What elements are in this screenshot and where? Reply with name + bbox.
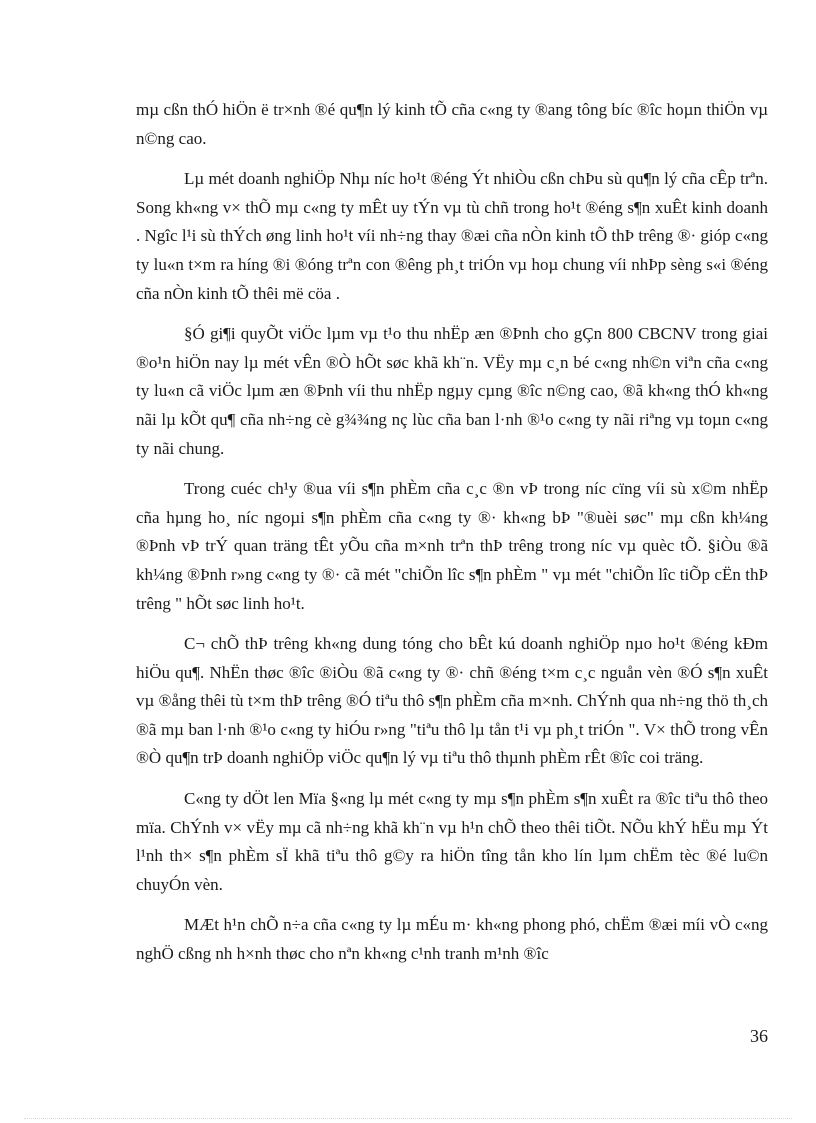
footer-divider <box>24 1118 792 1119</box>
paragraph-employment: §Ó gi¶i quyÕt viÖc lµm vµ t¹o thu nhËp æn ®Þnh cho gÇn 800 CBCNV trong giai ®o¹n hiÖn nay lµ mét vÊn ®Ò hÕt søc khã kh¨n. VËy mµ c¸n bé c«ng nh©n viªn cña c«ng ty lu«n cã viÖc lµm æn ®Þnh víi thu nhËp ngµy cµng ®îc n©ng cao, ®ã kh«ng thÓ kh«ng nãi lµ kÕt qu¶ cña nh÷ng cè g¾¾ng nç lùc cña ban l·nh ®¹o c«ng ty nãi riªng vµ toµn c«ng ty nãi chung. <box>136 324 768 458</box>
page-number: 36 <box>750 1026 768 1046</box>
paragraph-seasonal-products: C«ng ty dÖt len Mïa §«ng lµ mét c«ng ty mµ s¶n phÈm s¶n xuÊt ra ®îc tiªu thô theo mïa. ChÝnh v× vËy mµ cã nh÷ng khã kh¨n vµ h¹n chÕ theo thêi tiÕt. NÕu khÝ hËu mµ Ýt l¹nh th× s¶n phÈm sÏ khã tiªu thô g©y ra hiÖn tîng tån kho lín lµm chËm tèc ®é lu©n chuyÓn vèn. <box>136 789 768 894</box>
paragraph-limitations: MÆt h¹n chÕ n÷a cña c«ng ty lµ mÉu m· kh«ng phong phó, chËm ®æi míi vÒ c«ng nghÖ cßng nh h×nh thøc cho nªn kh«ng c¹nh tranh m¹nh ®îc <box>136 915 768 964</box>
body-text <box>136 96 768 981</box>
paragraph-market-mechanism: C¬ chÕ thÞ trêng kh«ng dung tóng cho bÊt kú doanh nghiÖp nµo ho¹t ®éng kÐm hiÖu qu¶. NhËn thøc ®îc ®iÒu ®ã c«ng ty ®· chñ ®éng t×m c¸c nguån vèn ®Ó s¶n xuÊt vµ ®ång thêi tù t×m thÞ trêng ®Ó tiªu thô s¶n phÈm cña m×nh. ChÝnh qua nh÷ng thö th¸ch ®ã mµ ban l·nh ®¹o c«ng ty hiÓu r»ng "tiªu thô lµ tån t¹i vµ ph¸t triÓn ". V× thÕ trong vÊn ®Ò qu¶n trÞ doanh nghiÖp viÖc qu¶n lý vµ tiªu thô thµnh phÈm rÊt ®îc coi träng. <box>136 634 768 768</box>
paragraph-state-enterprise: Lµ mét doanh nghiÖp Nhµ níc ho¹t ®éng Ýt nhiÒu cßn chÞu sù qu¶n lý cña cÊp trªn. Song kh«ng v× thÕ mµ c«ng ty mÊt uy tÝn vµ tù chñ trong ho¹t ®éng s¶n xuÊt kinh doanh . Ngîc l¹i sù thÝch øng linh ho¹t víi nh÷ng thay ®æi cña nÒn kinh tÕ thÞ trêng ®· gióp c«ng ty lu«n t×m ra híng ®i ®óng trªn con ®êng ph¸t triÓn vµ hoµ chung víi nhÞp sèng s«i ®éng cña nÒn kinh tÕ thêi më cöa . <box>136 169 768 303</box>
paragraph-competition: Trong cuéc ch¹y ®ua víi s¶n phÈm cña c¸c ®n vÞ trong níc cïng víi sù x©m nhËp cña hµng ho¸ níc ngoµi s¶n phÈm cña c«ng ty ®· kh«ng bÞ "®uèi søc" mµ cßn kh¼ng ®Þnh vÞ trÝ quan träng tÊt yÕu cña m×nh trªn thÞ trêng trong níc vµ quèc tÕ. §iÒu ®ã kh¼ng ®Þnh r»ng c«ng ty ®· cã mét "chiÕn lîc s¶n phÈm " vµ mét "chiÕn lîc tiÕp cËn thÞ trêng " hÕt søc linh ho¹t. <box>136 479 768 613</box>
paragraph-continued: mµ cßn thÓ hiÖn ë tr×nh ®é qu¶n lý kinh tÕ cña c«ng ty ®ang tông bíc ®îc hoµn thiÖn vµ n©ng cao. <box>136 100 768 148</box>
